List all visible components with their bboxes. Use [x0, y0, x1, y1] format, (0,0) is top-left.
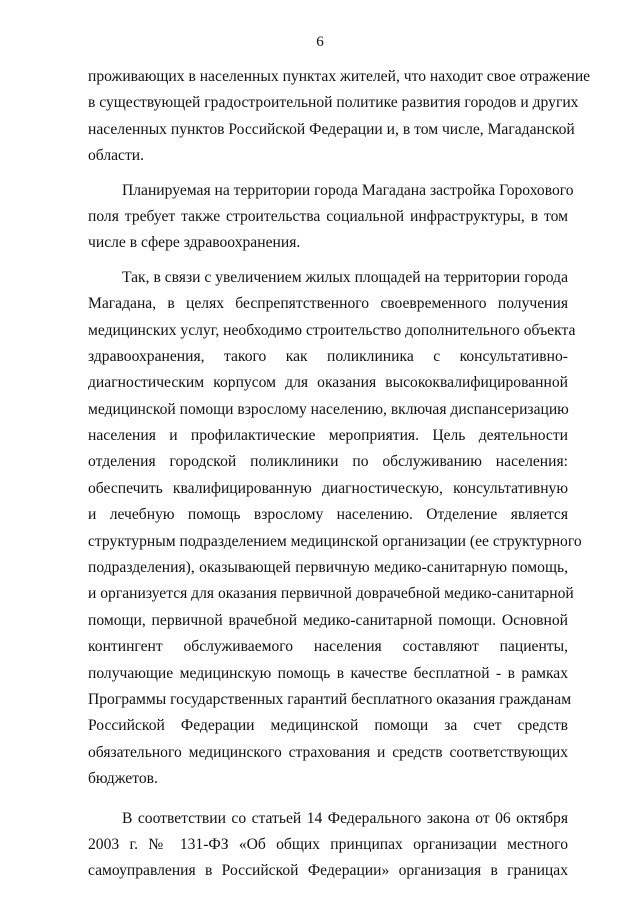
- paragraph: [88, 806, 568, 885]
- text-line: числе в сфере здравоохранения.: [88, 234, 301, 252]
- document-body: [88, 64, 591, 885]
- text-line: помощи, первичной врачебной медико-санитарной помощи. Основной: [88, 611, 568, 629]
- text-line: Российской Федерации медицинской помощи за счет средств: [88, 717, 568, 735]
- text-line: проживающих в населенных пунктах жителей, что находит свое отражение: [88, 68, 591, 85]
- text-line: В соответствии со статьей 14 Федерального закона от 06 октября: [122, 809, 568, 827]
- text-line: самоуправления в Российской Федерации» организация в границах: [88, 862, 568, 880]
- text-line: населенных пунктов Российской Федерации и, в том числе, Магаданской: [88, 120, 575, 138]
- page-number: 6: [316, 34, 324, 50]
- text-line: структурным подразделением медицинской организации (ее структурного: [88, 532, 582, 550]
- paragraph: [88, 265, 582, 793]
- text-line: населения и профилактические мероприятия. Цель деятельности: [88, 427, 568, 445]
- text-line: медицинской помощи взрослому населению, включая диспансеризацию: [88, 400, 569, 418]
- text-line: медицинских услуг, необходимо строительство дополнительного объекта: [88, 321, 576, 339]
- text-line: обеспечить квалифицированную диагностическую, консультативную: [88, 479, 568, 497]
- text-line: поля требует также строительства социальной инфраструктуры, в том: [88, 207, 568, 225]
- text-line: Так, в связи с увеличением жилых площадей на территории города: [122, 268, 568, 286]
- text-line: в существующей градостроительной политике развития городов и других: [88, 94, 579, 112]
- text-line: области.: [88, 147, 145, 165]
- paragraph: [88, 64, 591, 170]
- text-line: Программы государственных гарантий бесплатного оказания гражданам: [88, 690, 572, 708]
- text-line: отделения городской поликлиники по обслуживанию населения:: [88, 453, 568, 471]
- text-line: Планируемая на территории города Магадана застройка Горохового: [122, 181, 574, 199]
- text-line: получающие медицинскую помощь в качестве бесплатной - в рамках: [88, 664, 568, 682]
- text-line: здравоохранения, такого как поликлиника с консультативно-: [88, 347, 568, 365]
- text-line: подразделения), оказывающей первичную медико-санитарную помощь,: [88, 559, 568, 577]
- text-line: диагностическим корпусом для оказания высококвалифицированной: [88, 374, 568, 392]
- text-line: обязательного медицинского страхования и средств соответствующих: [88, 743, 568, 761]
- text-line: бюджетов.: [88, 770, 158, 788]
- text-line: Магадана, в целях беспрепятственного своевременного получения: [88, 295, 568, 313]
- text-line: и лечебную помощь взрослому населению. Отделение является: [88, 506, 568, 524]
- paragraph: [88, 178, 574, 257]
- text-line: контингент обслуживаемого населения составляют пациенты,: [88, 638, 568, 656]
- text-line: 2003 г. № 131-ФЗ «Об общих принципах организации местного: [88, 835, 568, 853]
- text-line: и организуется для оказания первичной доврачебной медико-санитарной: [88, 585, 574, 603]
